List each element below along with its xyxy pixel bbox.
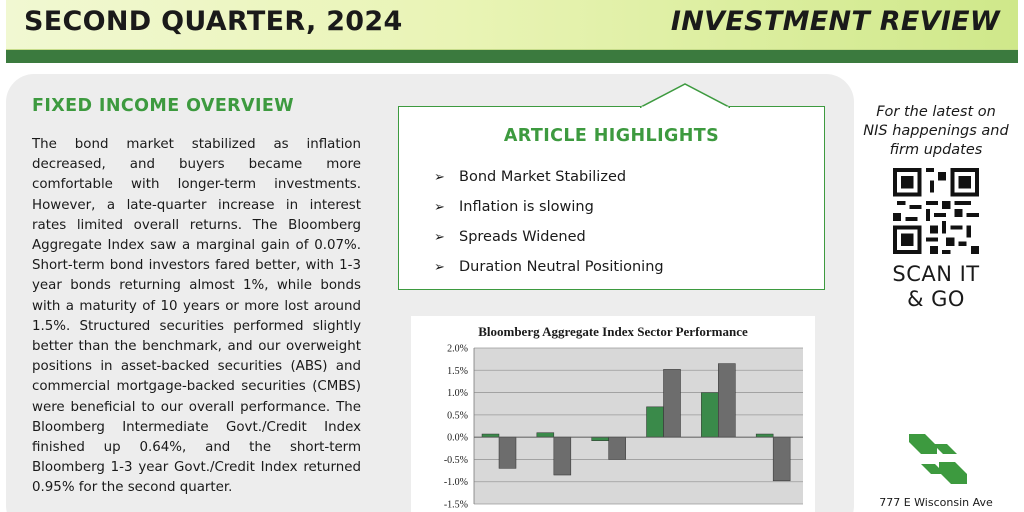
sidebar-intro: For the latest on NIS happenings and firm updates	[863, 104, 1009, 158]
issue-title: SECOND QUARTER, 2024	[24, 6, 403, 37]
arrow-bullet-icon: ➢	[434, 259, 445, 275]
header-banner	[6, 0, 1018, 50]
y-tick-label: -1.5%	[443, 499, 468, 511]
publication-title: INVESTMENT REVIEW	[670, 6, 1000, 37]
bar-series-b-3	[609, 437, 626, 459]
qr-code-icon[interactable]	[893, 168, 979, 254]
bar-series-a-1	[482, 434, 499, 437]
highlights-title: ARTICLE HIGHLIGHTS	[503, 126, 720, 146]
plot-area	[474, 348, 803, 504]
section-title: FIXED INCOME OVERVIEW	[32, 96, 294, 116]
bar-series-a-3	[592, 437, 609, 441]
list-item: ➢ Bond Market Stabilized	[434, 169, 627, 185]
scan-cta: SCAN IT & GO	[892, 262, 980, 311]
firm-address: 777 E Wisconsin Ave	[879, 496, 993, 509]
bar-series-b-1	[499, 437, 516, 468]
y-tick-label: 1.0%	[447, 388, 468, 400]
header-divider	[6, 50, 1018, 63]
bar-series-a-6	[756, 434, 773, 437]
bar-series-a-2	[537, 433, 554, 437]
highlights-list	[434, 162, 664, 282]
y-tick-label: 2.0%	[447, 343, 468, 355]
overview-body: The bond market stabilized as inflation decreased, and buyers became more comfortable with longer-term investments. However, a late-quarter increase in interest rates limited overall returns. The Bloomberg Aggregate Index saw a marginal gain of 0.07%. Short-term bond investors fared better, with 1-3 year bonds returning almost 1%, while bonds with a maturity of 10 years or more lost around 1.5%. Structured securities performed slightly better than the benchmark, and our overweight positions in asset-backed securities (ABS) and commercial mortgage-backed securities (CMBS) were beneficial to our overall performance. The Bloomberg Intermediate Govt./Credit Index finished up 0.64%, and the short-term Bloomberg 1-3 year Govt./Credit Index returned 0.95% for the second quarter.	[32, 137, 361, 496]
arrow-bullet-icon: ➢	[434, 199, 445, 215]
bar-series-b-4	[664, 369, 681, 437]
y-tick-label: 0.0%	[447, 432, 468, 444]
sector-performance-chart	[411, 316, 815, 512]
bar-series-b-6	[773, 437, 790, 481]
highlights-notch	[640, 83, 730, 108]
bar-series-a-4	[647, 407, 664, 437]
bar-series-b-5	[718, 364, 735, 438]
bar-series-a-5	[701, 393, 718, 438]
list-item: ➢ Inflation is slowing	[434, 199, 594, 215]
chart-title: Bloomberg Aggregate Index Sector Performance	[478, 324, 748, 339]
y-tick-label: -1.0%	[443, 477, 468, 489]
arrow-bullet-icon: ➢	[434, 229, 445, 245]
y-tick-label: -0.5%	[443, 454, 468, 466]
y-tick-label: 0.5%	[447, 410, 468, 422]
chart-canvas	[411, 316, 815, 512]
y-tick-label: 1.5%	[447, 365, 468, 377]
bar-series-b-2	[554, 437, 571, 475]
firm-logo-icon	[907, 432, 969, 486]
arrow-bullet-icon: ➢	[434, 169, 445, 185]
list-item: ➢ Duration Neutral Positioning	[434, 259, 664, 275]
list-item: ➢ Spreads Widened	[434, 229, 586, 245]
